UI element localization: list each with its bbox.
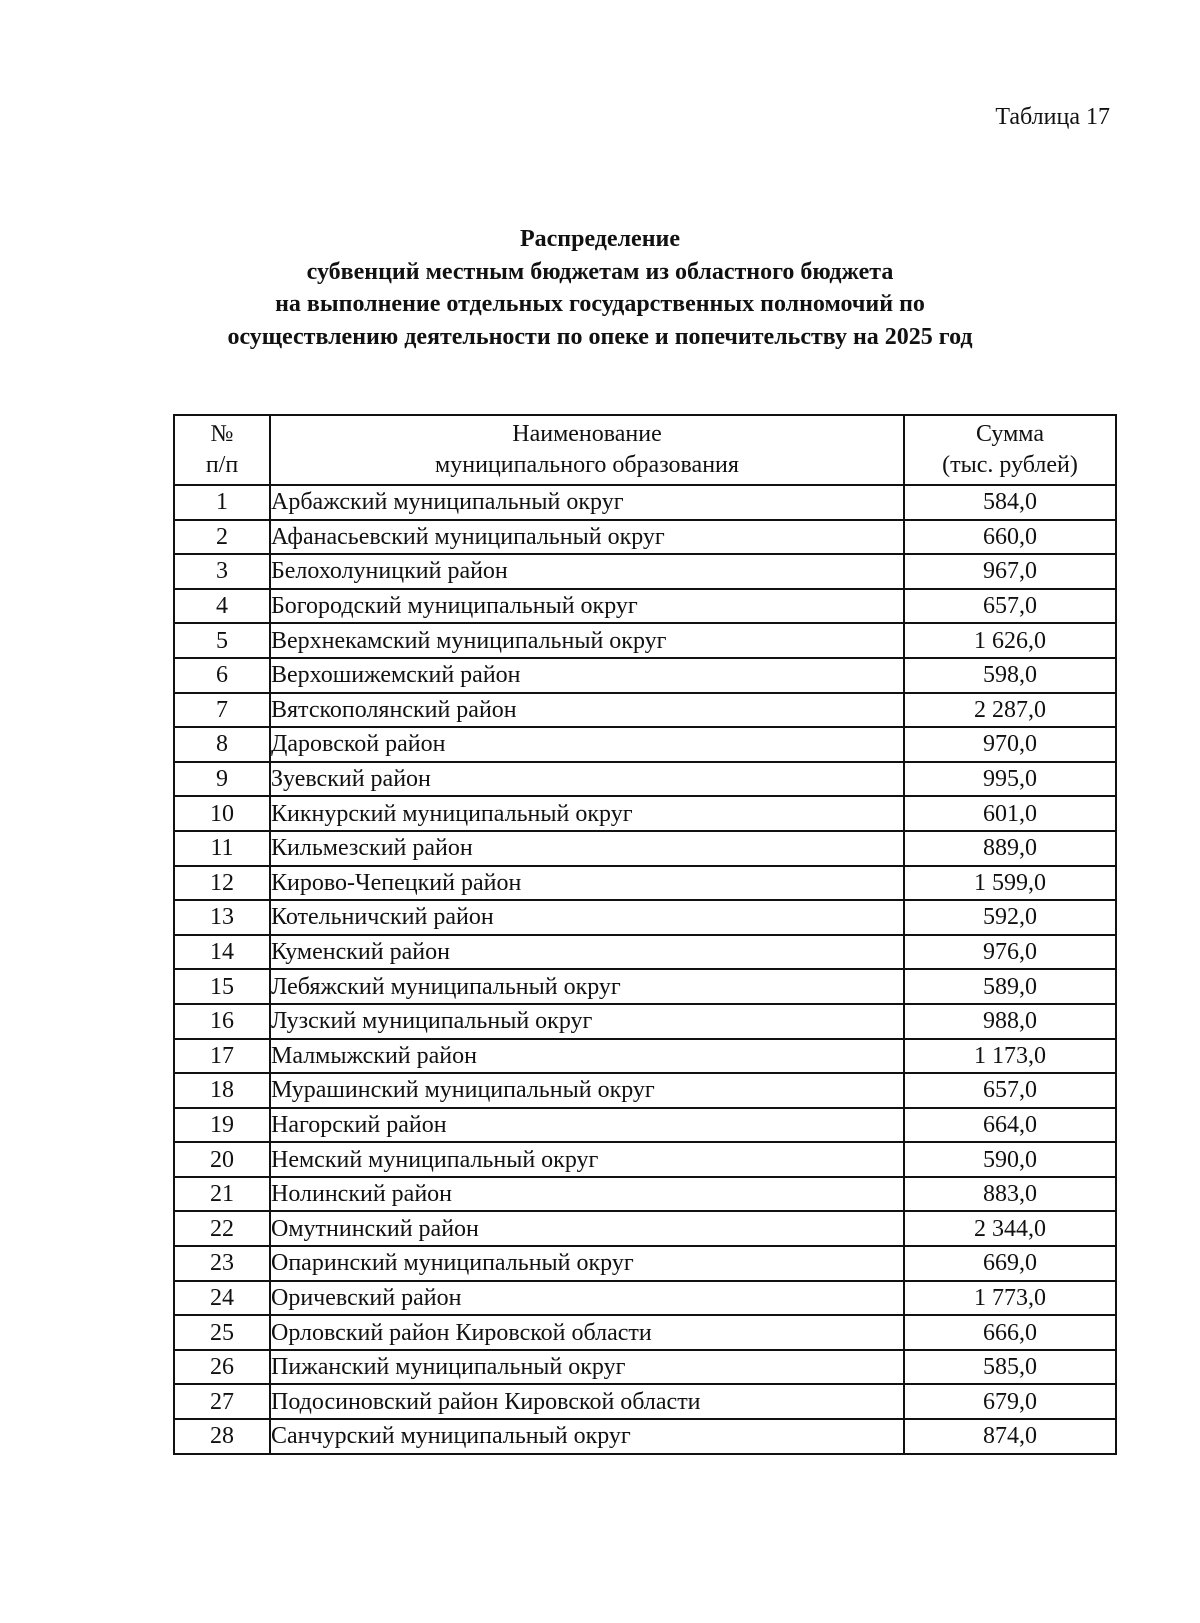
row-municipality-name: Санчурский муниципальный округ xyxy=(270,1419,904,1454)
table-row xyxy=(174,1108,1116,1143)
row-amount: 1 626,0 xyxy=(904,623,1116,658)
row-number: 20 xyxy=(174,1142,270,1177)
row-municipality-name: Верхошижемский район xyxy=(270,658,904,693)
row-municipality-name: Котельничский район xyxy=(270,900,904,935)
table-row xyxy=(174,969,1116,1004)
document-title xyxy=(0,223,1200,353)
row-number: 5 xyxy=(174,623,270,658)
row-amount: 664,0 xyxy=(904,1108,1116,1143)
table-row xyxy=(174,727,1116,762)
row-municipality-name: Малмыжский район xyxy=(270,1039,904,1074)
row-number: 23 xyxy=(174,1246,270,1281)
row-amount: 585,0 xyxy=(904,1350,1116,1385)
row-number: 21 xyxy=(174,1177,270,1212)
row-amount: 2 287,0 xyxy=(904,693,1116,728)
title-line-2: субвенций местным бюджетам из областного бюджета xyxy=(306,258,894,285)
row-municipality-name: Кикнурский муниципальный округ xyxy=(270,796,904,831)
title-line-4: осуществлению деятельности по опеке и попечительству на 2025 год xyxy=(227,323,973,350)
row-number: 14 xyxy=(174,935,270,970)
row-number: 22 xyxy=(174,1211,270,1246)
row-amount: 1 773,0 xyxy=(904,1281,1116,1316)
row-municipality-name: Арбажский муниципальный округ xyxy=(270,485,904,520)
row-municipality-name: Опаринский муниципальный округ xyxy=(270,1246,904,1281)
header-number xyxy=(174,415,270,485)
table-row xyxy=(174,1246,1116,1281)
row-amount: 995,0 xyxy=(904,762,1116,797)
table-row xyxy=(174,623,1116,658)
row-number: 10 xyxy=(174,796,270,831)
row-number: 25 xyxy=(174,1315,270,1350)
header-name xyxy=(270,415,904,485)
row-amount: 679,0 xyxy=(904,1384,1116,1419)
row-amount: 592,0 xyxy=(904,900,1116,935)
row-number: 3 xyxy=(174,554,270,589)
header-sum-line-2: (тыс. рублей) xyxy=(942,452,1078,478)
row-number: 16 xyxy=(174,1004,270,1039)
row-municipality-name: Богородский муниципальный округ xyxy=(270,589,904,624)
table-row xyxy=(174,520,1116,555)
row-number: 18 xyxy=(174,1073,270,1108)
row-amount: 883,0 xyxy=(904,1177,1116,1212)
row-number: 7 xyxy=(174,693,270,728)
table-row xyxy=(174,1004,1116,1039)
table-row xyxy=(174,796,1116,831)
row-municipality-name: Верхнекамский муниципальный округ xyxy=(270,623,904,658)
table-row xyxy=(174,762,1116,797)
table-row xyxy=(174,1281,1116,1316)
row-municipality-name: Кильмезский район xyxy=(270,831,904,866)
table-row xyxy=(174,1073,1116,1108)
title-line-3: на выполнение отдельных государственных полномочий по xyxy=(275,291,925,317)
row-municipality-name: Лузский муниципальный округ xyxy=(270,1004,904,1039)
table-row xyxy=(174,658,1116,693)
row-amount: 970,0 xyxy=(904,727,1116,762)
header-number-line-2: п/п xyxy=(205,452,239,478)
row-amount: 889,0 xyxy=(904,831,1116,866)
row-amount: 666,0 xyxy=(904,1315,1116,1350)
row-number: 24 xyxy=(174,1281,270,1316)
subvention-table xyxy=(173,414,1117,1455)
row-number: 8 xyxy=(174,727,270,762)
row-amount: 1 173,0 xyxy=(904,1039,1116,1074)
row-municipality-name: Белохолуницкий район xyxy=(270,554,904,589)
row-number: 4 xyxy=(174,589,270,624)
row-municipality-name: Кирово-Чепецкий район xyxy=(270,866,904,901)
row-municipality-name: Куменский район xyxy=(270,935,904,970)
row-amount: 590,0 xyxy=(904,1142,1116,1177)
table-row xyxy=(174,589,1116,624)
table-row xyxy=(174,1315,1116,1350)
row-amount: 988,0 xyxy=(904,1004,1116,1039)
row-number: 28 xyxy=(174,1419,270,1454)
row-municipality-name: Нагорский район xyxy=(270,1108,904,1143)
row-municipality-name: Даровской район xyxy=(270,727,904,762)
row-number: 13 xyxy=(174,900,270,935)
row-number: 9 xyxy=(174,762,270,797)
row-number: 11 xyxy=(174,831,270,866)
table-row xyxy=(174,831,1116,866)
row-municipality-name: Подосиновский район Кировской области xyxy=(270,1384,904,1419)
table-row xyxy=(174,935,1116,970)
row-municipality-name: Вятскополянский район xyxy=(270,693,904,728)
row-amount: 660,0 xyxy=(904,520,1116,555)
table-row xyxy=(174,554,1116,589)
row-municipality-name: Афанасьевский муниципальный округ xyxy=(270,520,904,555)
table-row xyxy=(174,1384,1116,1419)
row-amount: 2 344,0 xyxy=(904,1211,1116,1246)
row-number: 1 xyxy=(174,485,270,520)
table-header xyxy=(174,415,1116,485)
table-body xyxy=(174,485,1116,1454)
row-municipality-name: Пижанский муниципальный округ xyxy=(270,1350,904,1385)
row-amount: 657,0 xyxy=(904,589,1116,624)
table-row xyxy=(174,485,1116,520)
table-row xyxy=(174,1177,1116,1212)
table-row xyxy=(174,693,1116,728)
row-amount: 669,0 xyxy=(904,1246,1116,1281)
row-amount: 967,0 xyxy=(904,554,1116,589)
row-municipality-name: Немский муниципальный округ xyxy=(270,1142,904,1177)
row-amount: 874,0 xyxy=(904,1419,1116,1454)
row-amount: 584,0 xyxy=(904,485,1116,520)
row-municipality-name: Мурашинский муниципальный округ xyxy=(270,1073,904,1108)
table-row xyxy=(174,866,1116,901)
row-number: 6 xyxy=(174,658,270,693)
row-municipality-name: Оричевский район xyxy=(270,1281,904,1316)
row-amount: 601,0 xyxy=(904,796,1116,831)
row-amount: 1 599,0 xyxy=(904,866,1116,901)
row-number: 15 xyxy=(174,969,270,1004)
table-row xyxy=(174,1039,1116,1074)
table-row xyxy=(174,900,1116,935)
header-sum xyxy=(904,415,1116,485)
row-number: 17 xyxy=(174,1039,270,1074)
header-number-line-1: № xyxy=(210,421,234,447)
row-amount: 589,0 xyxy=(904,969,1116,1004)
table-number-label: Таблица 17 xyxy=(995,104,1110,130)
table-row xyxy=(174,1419,1116,1454)
header-name-line-2: муниципального образования xyxy=(435,452,739,478)
row-number: 19 xyxy=(174,1108,270,1143)
header-name-line-1: Наименование xyxy=(512,421,662,447)
row-number: 12 xyxy=(174,866,270,901)
row-number: 2 xyxy=(174,520,270,555)
row-number: 27 xyxy=(174,1384,270,1419)
row-municipality-name: Зуевский район xyxy=(270,762,904,797)
table-row xyxy=(174,1350,1116,1385)
row-municipality-name: Орловский район Кировской области xyxy=(270,1315,904,1350)
row-municipality-name: Омутнинский район xyxy=(270,1211,904,1246)
table-row xyxy=(174,1142,1116,1177)
row-amount: 657,0 xyxy=(904,1073,1116,1108)
row-amount: 598,0 xyxy=(904,658,1116,693)
title-line-1: Распределение xyxy=(519,226,681,252)
table-row xyxy=(174,1211,1116,1246)
row-number: 26 xyxy=(174,1350,270,1385)
header-sum-line-1: Сумма xyxy=(976,421,1044,447)
row-amount: 976,0 xyxy=(904,935,1116,970)
row-municipality-name: Лебяжский муниципальный округ xyxy=(270,969,904,1004)
row-municipality-name: Нолинский район xyxy=(270,1177,904,1212)
